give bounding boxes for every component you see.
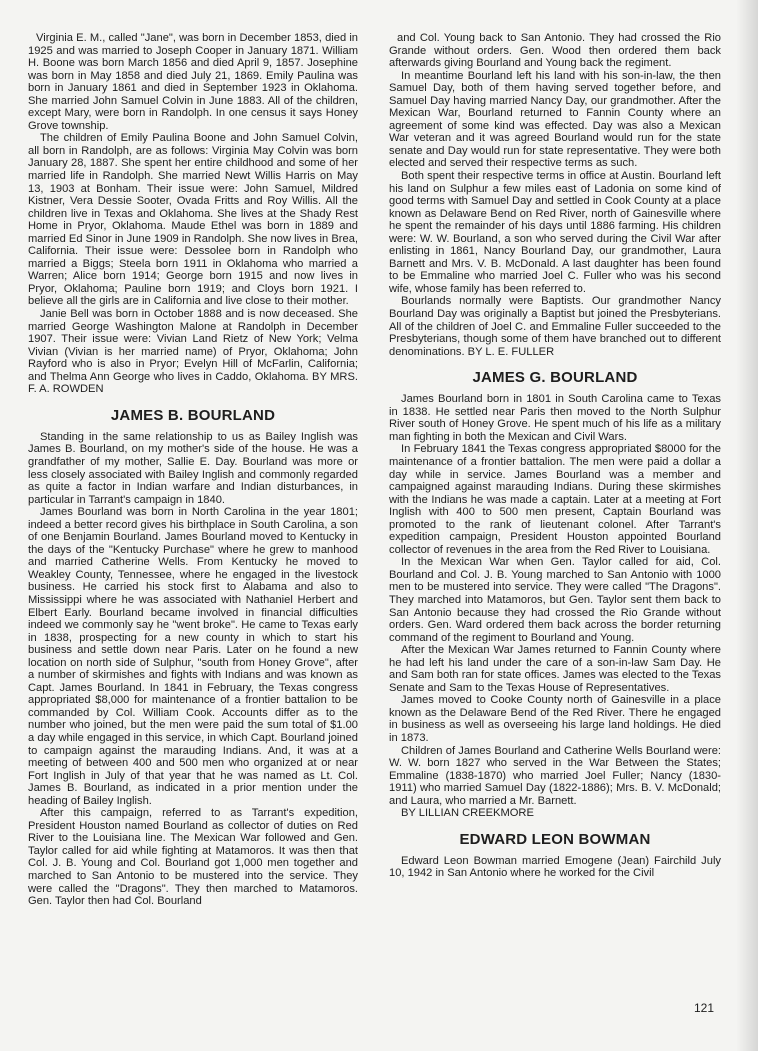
paragraph: After the Mexican War James returned to Fannin County where he had left his land under the care of a son-in-law Sam Day. He and Sam both ran for state offices. James was elected to the Texas Senate and Sam to the Texas House of Representatives. xyxy=(389,644,721,694)
paragraph: Children of James Bourland and Catherine Wells Bourland were: W. W. born 1827 who served in the War Between the States; Emmaline (1838-1870) who married Joel Fuller; Nancy (1830-1911) who married Samuel Day (1822-1886); Mrs. B. V. McDonald; and Laura, who married a Mr. Barnett. xyxy=(389,744,721,807)
paragraph: After this campaign, referred to as Tarrant's expedition, President Houston named Bourland as collector of duties on Red River to the Louisiana line. The Mexican War followed and Gen. Taylor called for aid while fighting at Matamoros. It was then that Col. J. B. Young and Col. Bourland got 1,000 men together and marched to San Antonio to be mustered into the service. They were called the "Dragons". They then marched to Matamoros. Gen. Taylor then had Col. Bourland xyxy=(28,807,358,908)
paragraph: James Bourland was born in North Carolina in the year 1801; indeed a better record gives his birthplace in South Carolina, a son of one Benjamin Bourland. James Bourland moved to Kentucky in the days of the "Kentucky Purchase" where he grew to manhood and married Catherine Wells. From Kentucky he moved to Weakley County, Tennessee, where he engaged in the livestock business. He carried his stock first to Alabama and also to Mississippi where he was associated with Nathaniel Herbert and Elbert Early. Bourland became involved in financial difficulties indeed we commonly say he "went broke". He came to Texas early in 1838, prospecting for a new county in which to start his business and settle down near Paris. Later on he found a new location on north side of Sulphur, "south from Honey Grove", after a number of skirmishes and fights with Indians and was known as Capt. James Bourland. In 1841 in February, the Texas congress appropriated $8,000 for maintenance of a frontier battalion to be commanded by Col. William Cook. Accounts differ as to the number who joined, but the men were paid the sum total of $1.00 a day while engaged in this service, in which Capt. Bourland joined to campaign against the marauding Indians. And, it was at a meeting of between 400 and 500 men who organized at or near Fort Inglish in July of that year that he was named as Lt. Col. James B. Bourland, as indicated in a prior mention under the heading of Bailey Inglish. xyxy=(28,506,358,807)
paragraph: Janie Bell was born in October 1888 and is now deceased. She married George Washington Malone at Randolph in December 1907. Their issue were: Vivian Land Rietz of New York; Velma Vivian (Vivian is her married name) of Pryor, Oklahoma; John Rayford who is also in Pryor; Evelyn Hill of McFarlin, California; and Thelma Ann George who lives in Caddo, Oklahoma. BY MRS. F. A. ROWDEN xyxy=(28,308,358,396)
paragraph: Edward Leon Bowman married Emogene (Jean) Fairchild July 10, 1942 in San Antonio where he worked for the Civil xyxy=(389,854,721,880)
paragraph: Bourlands normally were Baptists. Our grandmother Nancy Bourland Day was originally a Baptist but joined the Presbyterians. All of the children of Joel C. and Emmaline Fuller succeeded to the Presbyterians, though some of them have branched out to different denominations. BY L. E. FULLER xyxy=(389,295,721,358)
paragraph: and Col. Young back to San Antonio. They had crossed the Rio Grande without orders. Gen. Wood then ordered them back afterwards giving Bourland and Young back the regiment. xyxy=(389,32,721,70)
byline: BY LILLIAN CREEKMORE xyxy=(401,807,534,820)
paragraph: James Bourland born in 1801 in South Carolina came to Texas in 1838. He settled near Paris then moved to the North Sulphur River south of Honey Grove. He spent much of his life as a military man fighting in both the Mexican and Civil Wars. xyxy=(389,393,721,443)
paragraph: In February 1841 the Texas congress appropriated $8000 for the maintenance of a frontier battalion. The men were paid a dollar a day while in service. James Bourland was a member and campaigned against marauding Indians. During these skirmishes with the Indians he was made a captain. Later at a meeting at Fort Inglish with 400 to 500 men present, Captain Bourland was promoted to the rank of lieutenant colonel. After Tarrant's expedition campaign, President Houston appointed Bourland collector of revenues in the area from the Red River to Louisiana. xyxy=(389,443,721,556)
left-column xyxy=(28,32,358,908)
section-heading-james-g-bourland: JAMES G. BOURLAND xyxy=(472,369,638,387)
paragraph: Standing in the same relationship to us as Bailey Inglish was James B. Bourland, on my mother's side of the house. He was a grandfather of my mother, Sallie E. Day. Bourland was more or less closely associated with Bailey Inglish and commonly regarded as quite a factor in Indian warfare and Indian disturbances, in particular in Tarrant's campaign in 1840. xyxy=(28,430,358,506)
right-column xyxy=(389,32,721,880)
paragraph: In the Mexican War when Gen. Taylor called for aid, Col. Bourland and Col. J. B. Young marched to San Antonio with 1000 men to be mustered into service. They were called "The Dragons". They marched into Matamoros, but Gen. Taylor sent them back to San Antonio because they had crossed the Rio Grande without orders. Gen. Ward ordered them back across the border returning command of the regiment to Bourland and Young. xyxy=(389,556,721,644)
paragraph: Both spent their respective terms in office at Austin. Bourland left his land on Sulphur a few miles east of Ladonia on some kind of good terms with Samuel Day and settled in Cook County at a place known as Delaware Bend on Red River, north of Gainesville where he spent the remainder of his days until 1886 farming. His children were: W. W. Bourland, a son who served during the Civil War after enlisting in 1861, Nancy Bourland Day, our grandmother, Laura Barnett and Mrs. V. B. McDonald. A last daughter has been found to be Emmaline who married Joel C. Fuller who was his second wife, whose family has been referred to. xyxy=(389,170,721,295)
section-heading-james-b-bourland: JAMES B. BOURLAND xyxy=(110,406,276,424)
paragraph: Virginia E. M., called "Jane", was born in December 1853, died in 1925 and was married to Joseph Cooper in January 1871. William H. Boone was born March 1856 and died April 9, 1857. Josephine was born in May 1858 and died July 21, 1869. Emily Paulina was born in January 1861 and died in September 1923 in Oklahoma. She married John Samuel Colvin in June 1883. All of the children, except Mary, were born in Randolph. In one census it says Honey Grove township. xyxy=(28,32,358,132)
paragraph: James moved to Cooke County north of Gainesville in a place known as the Delaware Bend of the Red River. There he engaged in business as well as overseeing his large land holdings. He died in 1873. xyxy=(389,694,721,744)
section-heading-edward-leon-bowman: EDWARD LEON BOWMAN xyxy=(459,830,651,848)
paragraph: In meantime Bourland left his land with his son-in-law, the then Samuel Day, both of them having served together before, and Samuel Day having married Nancy Day, our grandmother. After the Mexican War, Bourland returned to Fannin County where an agreement of some kind was effected. Day was also a Mexican War veteran and it was agreed Bourland would run for the state senate and Day would run for state representative. They were both elected and served their respective terms as such. xyxy=(389,69,721,170)
page-number: 121 xyxy=(694,1001,715,1015)
paragraph: The children of Emily Paulina Boone and John Samuel Colvin, all born in Randolph, are as follows: Virginia May Colvin was born January 28, 1887. She spent her entire childhood and some of her married life in Randolph. She married Newt Willis Harris on May 13, 1903 at Bonham. Their issue were: John Samuel, Mildred Kistner, Vera Dessie Sooter, Ovada Fritts and Roy Willis. All the children live in Texas and Oklahoma. She lives at the Shady Rest Home in Pryor, Oklahoma. Maude Ethel was born in 1889 and married Ed Sinor in June 1909 in Randolph. She now lives in Brea, California. Their issue were: Dessolee born in Randolph who married a Biggs; Steela born 1911 in Oklahoma who married a Warren; Alice born 1914; George born 1915 and now lives in Pryor, Oklahoma; Pauline born 1919; and Cloys born 1921. I believe all the girls are in California and live close to their mother. xyxy=(28,132,358,308)
